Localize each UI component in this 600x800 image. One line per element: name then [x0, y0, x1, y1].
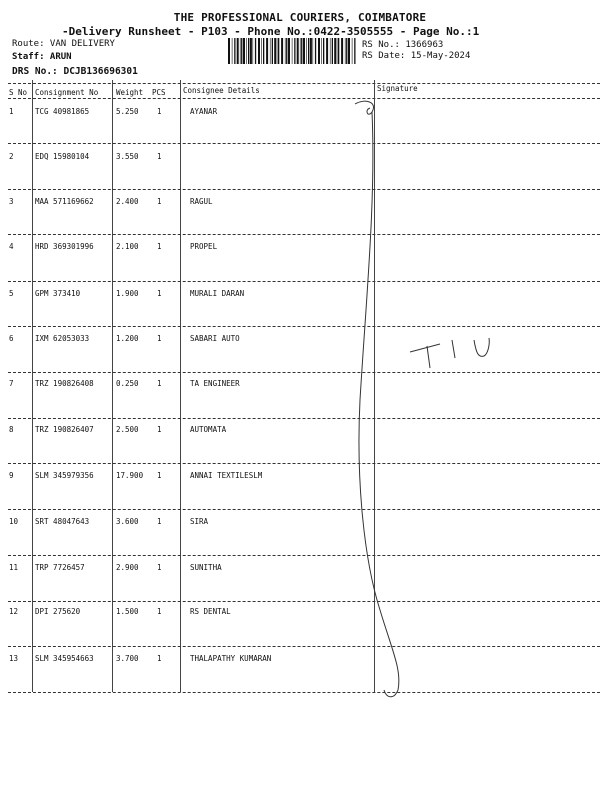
row-consignee: SABARI AUTO	[190, 334, 240, 343]
barcode-bar	[277, 38, 278, 64]
barcode-bar	[300, 38, 301, 64]
barcode-bar	[315, 38, 316, 64]
row-consignment-no: GPM 373410	[35, 289, 81, 298]
row-separator	[8, 281, 600, 282]
col-header-consignment: Consignment No	[35, 88, 99, 97]
barcode-bar	[255, 38, 256, 64]
company-title: THE PROFESSIONAL COURIERS, COIMBATORE	[173, 11, 427, 24]
row-pcs: 1	[157, 152, 162, 161]
barcode-bar	[346, 38, 347, 64]
barcode-bar	[234, 38, 235, 64]
row-pcs: 1	[157, 425, 162, 434]
barcode-bar	[285, 38, 286, 64]
barcode-bar	[348, 38, 350, 64]
row-sno: 13	[9, 654, 19, 663]
rs-number: RS No.: 1366963	[362, 40, 444, 50]
row-sno: 5	[9, 289, 14, 298]
row-separator	[8, 692, 600, 693]
barcode-bar	[243, 38, 245, 64]
row-separator	[8, 189, 600, 190]
header-top-rule	[8, 83, 600, 84]
col-header-consignee: Consignee Details	[183, 86, 260, 95]
row-sno: 2	[9, 152, 14, 161]
table-row	[0, 379, 600, 399]
row-pcs: 1	[157, 654, 162, 663]
runsheet-subtitle: -Delivery Runsheet - P103 - Phone No.:0422-3505555 - Page No.:1	[62, 25, 480, 38]
barcode-bar	[337, 38, 338, 64]
barcode-bar	[266, 38, 268, 64]
row-sno: 1	[9, 107, 14, 116]
table-row	[0, 107, 600, 127]
row-separator	[8, 418, 600, 419]
barcode-bar	[326, 38, 328, 64]
row-consignee: PROPEL	[190, 242, 218, 251]
row-pcs: 1	[157, 517, 162, 526]
row-weight: 17.900	[116, 471, 144, 480]
barcode-bar	[270, 38, 271, 64]
row-consignment-no: SLM 345979356	[35, 471, 94, 480]
barcode-bar	[323, 38, 324, 64]
row-pcs: 1	[157, 471, 162, 480]
row-pcs: 1	[157, 289, 162, 298]
row-consignment-no: TRP 7726457	[35, 563, 85, 572]
row-consignee: SIRA	[190, 517, 209, 526]
barcode-bar	[286, 38, 287, 64]
row-sno: 10	[9, 517, 19, 526]
barcode-bar	[352, 38, 353, 64]
row-sno: 3	[9, 197, 14, 206]
barcode-bar	[297, 38, 299, 64]
row-weight: 0.250	[116, 379, 139, 388]
barcode-bar	[292, 38, 293, 64]
row-consignment-no: IXM 62053033	[35, 334, 90, 343]
barcode-bar	[274, 38, 276, 64]
row-consignment-no: MAA 571169662	[35, 197, 94, 206]
barcode-bar	[334, 38, 336, 64]
table-row	[0, 654, 600, 674]
row-weight: 1.900	[116, 289, 139, 298]
row-weight: 3.550	[116, 152, 139, 161]
barcode-bar	[258, 38, 260, 64]
table-row	[0, 242, 600, 262]
row-consignment-no: TRZ 190826407	[35, 425, 94, 434]
barcode-bar	[241, 38, 242, 64]
barcode-bar	[330, 38, 331, 64]
col-header-pcs: PCS	[152, 88, 166, 97]
barcode-bar	[253, 38, 254, 64]
row-pcs: 1	[157, 563, 162, 572]
row-separator	[8, 372, 600, 373]
barcode-bar	[332, 38, 333, 64]
barcode-bar	[341, 38, 343, 64]
barcode-bar	[278, 38, 279, 64]
row-consignment-no: SRT 48047643	[35, 517, 90, 526]
table-row	[0, 289, 600, 309]
row-consignee: SUNITHA	[190, 563, 222, 572]
row-consignment-no: HRD 369301996	[35, 242, 94, 251]
row-weight: 3.600	[116, 517, 139, 526]
barcode-bar	[250, 38, 252, 64]
barcode-bar	[338, 38, 339, 64]
row-pcs: 1	[157, 107, 162, 116]
row-pcs: 1	[157, 334, 162, 343]
row-consignment-no: TRZ 190826408	[35, 379, 94, 388]
barcode-bar	[240, 38, 241, 64]
row-pcs: 1	[157, 607, 162, 616]
row-consignment-no: SLM 345954663	[35, 654, 94, 663]
barcode-bar	[345, 38, 346, 64]
row-sno: 6	[9, 334, 14, 343]
row-weight: 2.500	[116, 425, 139, 434]
row-consignment-no: EDQ 15980104	[35, 152, 90, 161]
barcode-bar	[288, 38, 290, 64]
row-sno: 4	[9, 242, 14, 251]
row-separator	[8, 646, 600, 647]
barcode-bar	[321, 38, 322, 64]
drs-number: DRS No.: DCJB136696301	[12, 66, 138, 77]
barcode-graphic	[228, 38, 356, 64]
table-row	[0, 517, 600, 537]
row-sno: 12	[9, 607, 19, 616]
barcode-bar	[272, 38, 273, 64]
row-weight: 1.500	[116, 607, 139, 616]
row-sno: 7	[9, 379, 14, 388]
table-row	[0, 563, 600, 583]
barcode-bar	[310, 38, 312, 64]
barcode-bar	[303, 38, 305, 64]
row-consignee: RS DENTAL	[190, 607, 231, 616]
row-separator	[8, 555, 600, 556]
table-row	[0, 607, 600, 627]
row-separator	[8, 326, 600, 327]
barcode-bar	[261, 38, 262, 64]
row-consignee: TA ENGINEER	[190, 379, 240, 388]
staff-label: Staff: ARUN	[12, 52, 72, 62]
table-row	[0, 197, 600, 217]
route-label: Route: VAN DELIVERY	[12, 39, 115, 49]
barcode-bar	[308, 38, 309, 64]
row-separator	[8, 463, 600, 464]
table-row	[0, 334, 600, 354]
row-weight: 2.400	[116, 197, 139, 206]
row-sno: 8	[9, 425, 14, 434]
rs-date: RS Date: 15-May-2024	[362, 51, 471, 61]
row-separator	[8, 601, 600, 602]
row-consignee: AYANAR	[190, 107, 218, 116]
row-consignment-no: DPI 275620	[35, 607, 81, 616]
row-consignee: RAGUL	[190, 197, 213, 206]
barcode-bar	[313, 38, 314, 64]
barcode-bar	[318, 38, 320, 64]
row-sno: 9	[9, 471, 14, 480]
row-consignee: THALAPATHY KUMARAN	[190, 654, 272, 663]
row-separator	[8, 509, 600, 510]
col-header-weight: Weight	[116, 88, 144, 97]
barcode-bar	[263, 38, 264, 64]
table-row	[0, 425, 600, 445]
barcode-bar	[232, 38, 233, 64]
row-pcs: 1	[157, 197, 162, 206]
row-pcs: 1	[157, 242, 162, 251]
barcode-bar	[301, 38, 302, 64]
table-row	[0, 152, 600, 172]
col-header-signature: Signature	[377, 84, 418, 93]
barcode-bar	[281, 38, 283, 64]
barcode-bar	[248, 38, 249, 64]
barcode-bar	[354, 38, 355, 64]
barcode-bar	[228, 38, 230, 64]
barcode-bar	[237, 38, 239, 64]
barcode-bar	[246, 38, 247, 64]
row-weight: 2.900	[116, 563, 139, 572]
row-weight: 3.700	[116, 654, 139, 663]
row-weight: 1.200	[116, 334, 139, 343]
row-pcs: 1	[157, 379, 162, 388]
row-separator	[8, 234, 600, 235]
row-consignee: MURALI DARAN	[190, 289, 245, 298]
barcode-bar	[294, 38, 295, 64]
col-header-sno: S No	[9, 88, 28, 97]
row-sno: 11	[9, 563, 19, 572]
table-row	[0, 471, 600, 491]
row-consignee: ANNAI TEXTILESLM	[190, 471, 263, 480]
row-weight: 2.100	[116, 242, 139, 251]
barcode-bar	[306, 38, 307, 64]
header-bottom-rule	[8, 98, 600, 99]
row-weight: 5.250	[116, 107, 139, 116]
row-consignment-no: TCG 40981865	[35, 107, 90, 116]
row-consignee: AUTOMATA	[190, 425, 227, 434]
row-separator	[8, 143, 600, 144]
